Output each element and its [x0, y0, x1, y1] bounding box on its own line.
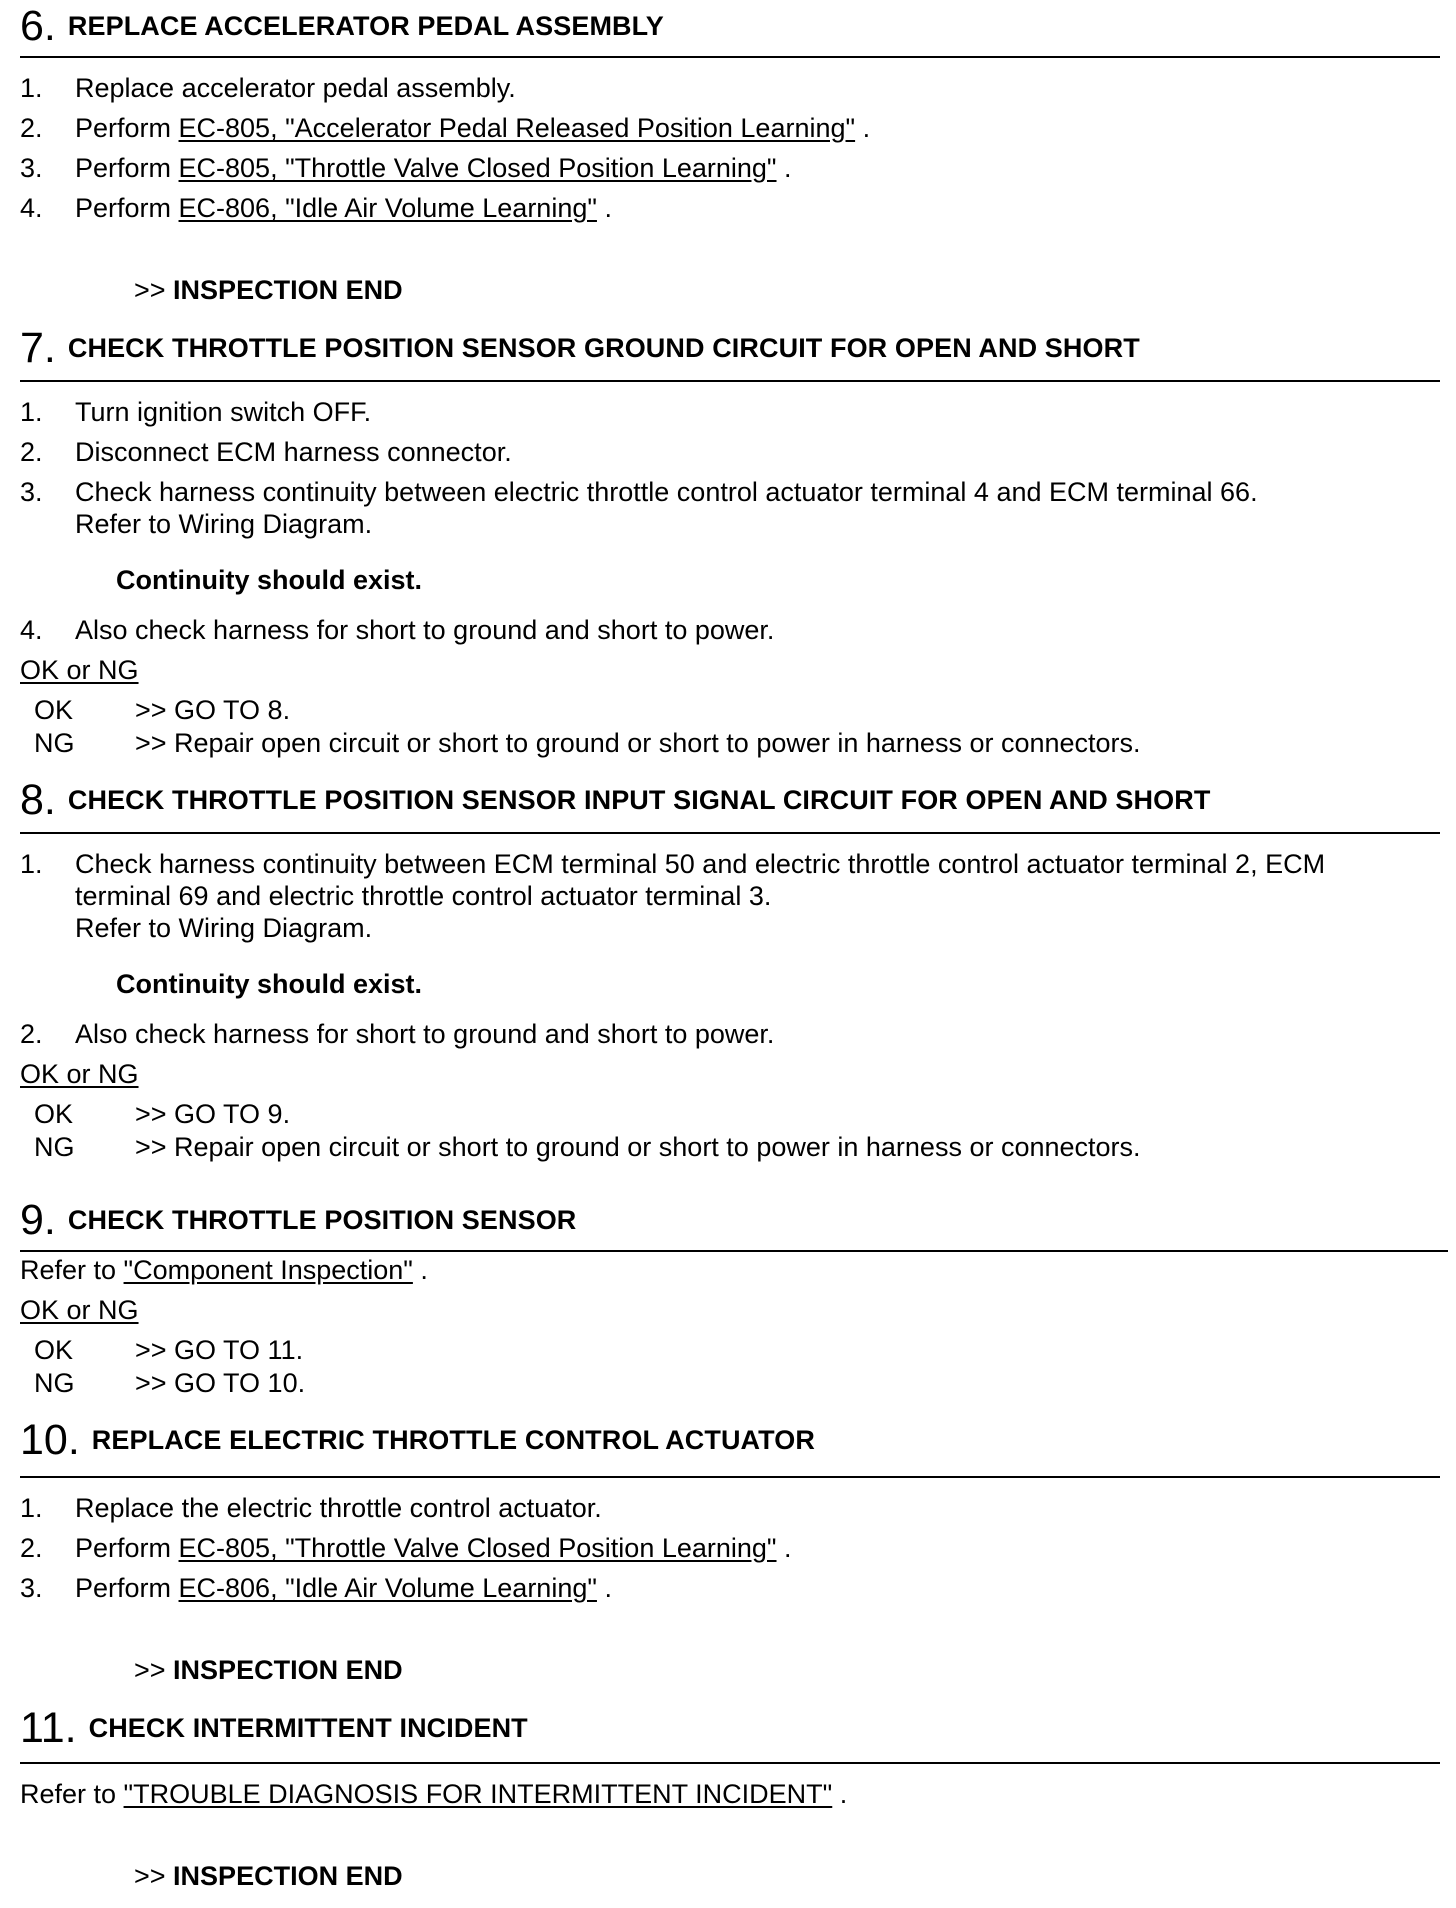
divider [20, 1762, 1440, 1764]
section-title: CHECK THROTTLE POSITION SENSOR [67, 1205, 577, 1235]
divider [20, 1250, 1448, 1252]
note-continuity: Continuity should exist. [116, 969, 423, 999]
ok-or-ng-label: OK or NG [20, 1295, 139, 1325]
divider [20, 1476, 1440, 1478]
section-number: 11. [20, 1704, 77, 1752]
section-title: CHECK THROTTLE POSITION SENSOR INPUT SIGNAL CIRCUIT FOR OPEN AND SHORT [67, 785, 1211, 815]
section-number: 7. [20, 324, 56, 372]
ok-or-ng-label: OK or NG [20, 655, 139, 685]
refer-line: Refer to "Component Inspection" . [20, 1255, 428, 1285]
section-9-heading [20, 1196, 1440, 1244]
section-title: CHECK THROTTLE POSITION SENSOR GROUND CIRCUIT FOR OPEN AND SHORT [67, 333, 1140, 363]
section-7-heading [20, 324, 1440, 372]
divider [20, 56, 1440, 58]
divider [20, 832, 1440, 834]
section-title: CHECK INTERMITTENT INCIDENT [88, 1713, 528, 1743]
divider [20, 380, 1440, 382]
link-ec806-idle-air[interactable]: EC-806, "Idle Air Volume Learning" [178, 1573, 597, 1603]
refer-line: Refer to "TROUBLE DIAGNOSIS FOR INTERMITTENT INCIDENT" . [20, 1779, 848, 1809]
section-number: 8. [20, 776, 56, 824]
inspection-end: >> INSPECTION END [134, 1861, 403, 1891]
section-title: REPLACE ACCELERATOR PEDAL ASSEMBLY [67, 11, 664, 41]
link-ec805-throttle-valve[interactable]: EC-805, "Throttle Valve Closed Position Learning" [178, 1533, 777, 1563]
note-continuity: Continuity should exist. [116, 565, 423, 595]
section-11-heading [20, 1704, 1440, 1752]
inspection-end: >> INSPECTION END [134, 275, 403, 305]
link-trouble-diagnosis-intermittent[interactable]: "TROUBLE DIAGNOSIS FOR INTERMITTENT INCIDENT" [123, 1779, 833, 1809]
section-number: 6. [20, 2, 56, 50]
link-component-inspection[interactable]: "Component Inspection" [123, 1255, 413, 1285]
inspection-end: >> INSPECTION END [134, 1655, 403, 1685]
link-ec805-throttle-valve[interactable]: EC-805, "Throttle Valve Closed Position Learning" [178, 153, 777, 183]
section-6-heading [20, 2, 1440, 50]
section-8-heading [20, 776, 1440, 824]
section-10-heading [20, 1416, 1440, 1464]
link-ec805-accelerator-pedal[interactable]: EC-805, "Accelerator Pedal Released Position Learning" [178, 113, 856, 143]
ok-or-ng-label: OK or NG [20, 1059, 139, 1089]
section-number: 10. [20, 1416, 80, 1464]
section-number: 9. [20, 1196, 56, 1244]
section-title: REPLACE ELECTRIC THROTTLE CONTROL ACTUATOR [91, 1425, 815, 1455]
link-ec806-idle-air[interactable]: EC-806, "Idle Air Volume Learning" [178, 193, 597, 223]
